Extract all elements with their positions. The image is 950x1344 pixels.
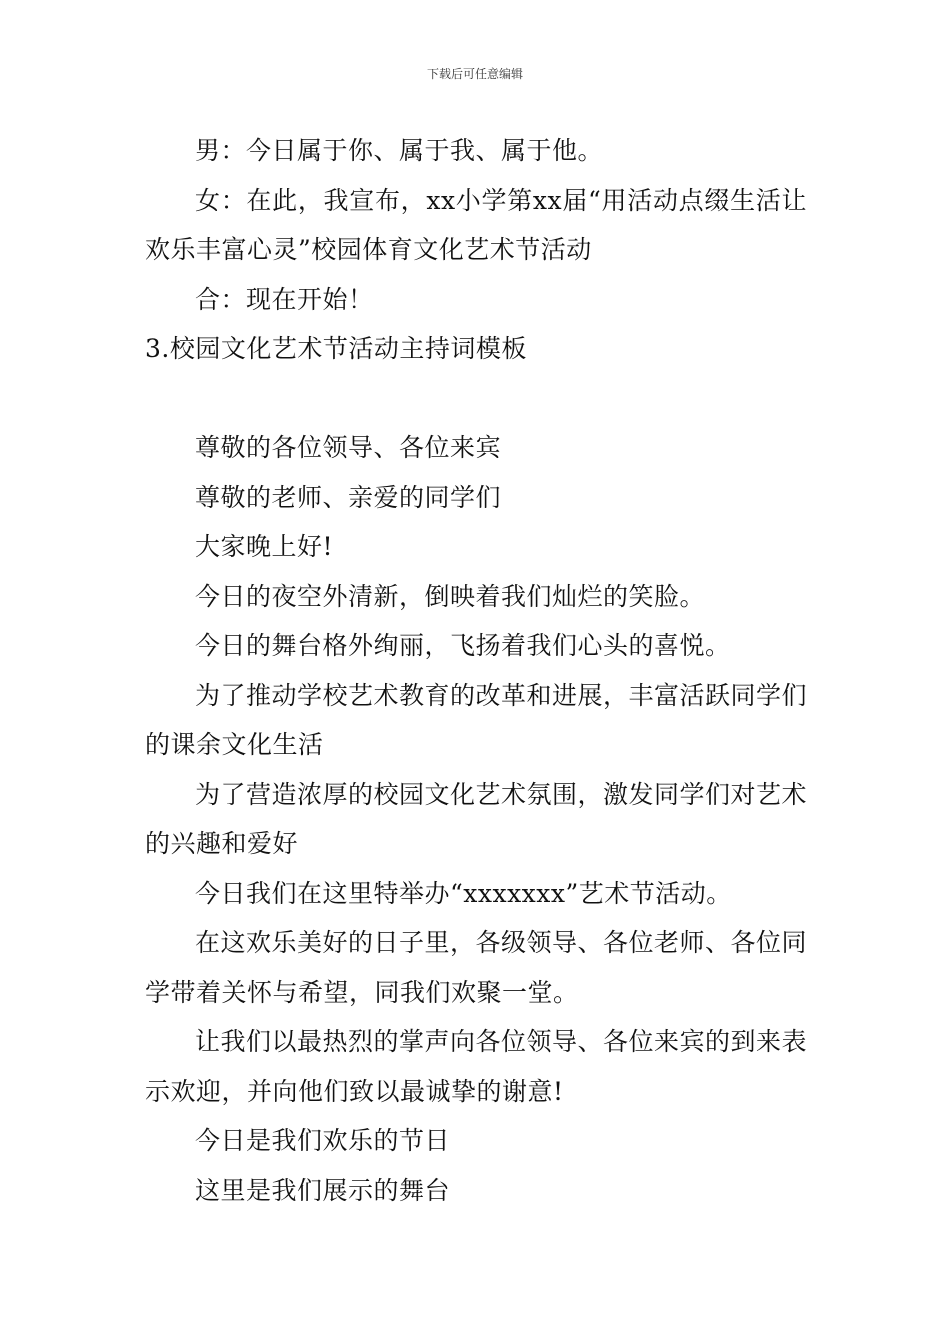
paragraph: 为了推动学校艺术教育的改革和进展，丰富活跃同学们的课余文化生活 (145, 680, 808, 759)
paragraph: 今日的夜空外清新，倒映着我们灿烂的笑脸。 (195, 581, 706, 611)
paragraph: 今日我们在这里特举办“xxxxxxx”艺术节活动。 (195, 878, 732, 908)
paragraph: 合：现在开始！ (195, 284, 374, 314)
paragraph: 让我们以最热烈的掌声向各位领导、各位来宾的到来表示欢迎，并向他们致以最诚挚的谢意! (145, 1027, 808, 1106)
paragraph: 在这欢乐美好的日子里，各级领导、各位老师、各位同学带着关怀与希望，同我们欢聚一堂。 (145, 928, 808, 1007)
blank-line (145, 374, 807, 424)
paragraph: 这里是我们展示的舞台 (195, 1175, 451, 1205)
section-heading: 3.校园文化艺术节活动主持词模板 (145, 334, 527, 363)
paragraph: 大家晚上好! (195, 532, 334, 561)
paragraph: 女：在此，我宣布，xx小学第xx届“用活动点缀生活让欢乐丰富心灵”校园体育文化艺术节活动 (145, 185, 807, 264)
page-header: 下载后可任意编辑 (426, 67, 523, 81)
paragraph: 今日是我们欢乐的节日 (195, 1126, 451, 1155)
paragraph: 为了营造浓厚的校园文化艺术氛围，激发同学们对艺术的兴趣和爱好 (145, 779, 808, 858)
paragraph: 尊敬的老师、亲爱的同学们 (195, 482, 502, 512)
paragraph: 今日的舞台格外绚丽，飞扬着我们心头的喜悦。 (195, 631, 731, 660)
paragraph: 尊敬的各位领导、各位来宾 (195, 433, 502, 462)
paragraph: 男：今日属于你、属于我、属于他。 (195, 136, 604, 165)
document-body (145, 126, 807, 1215)
